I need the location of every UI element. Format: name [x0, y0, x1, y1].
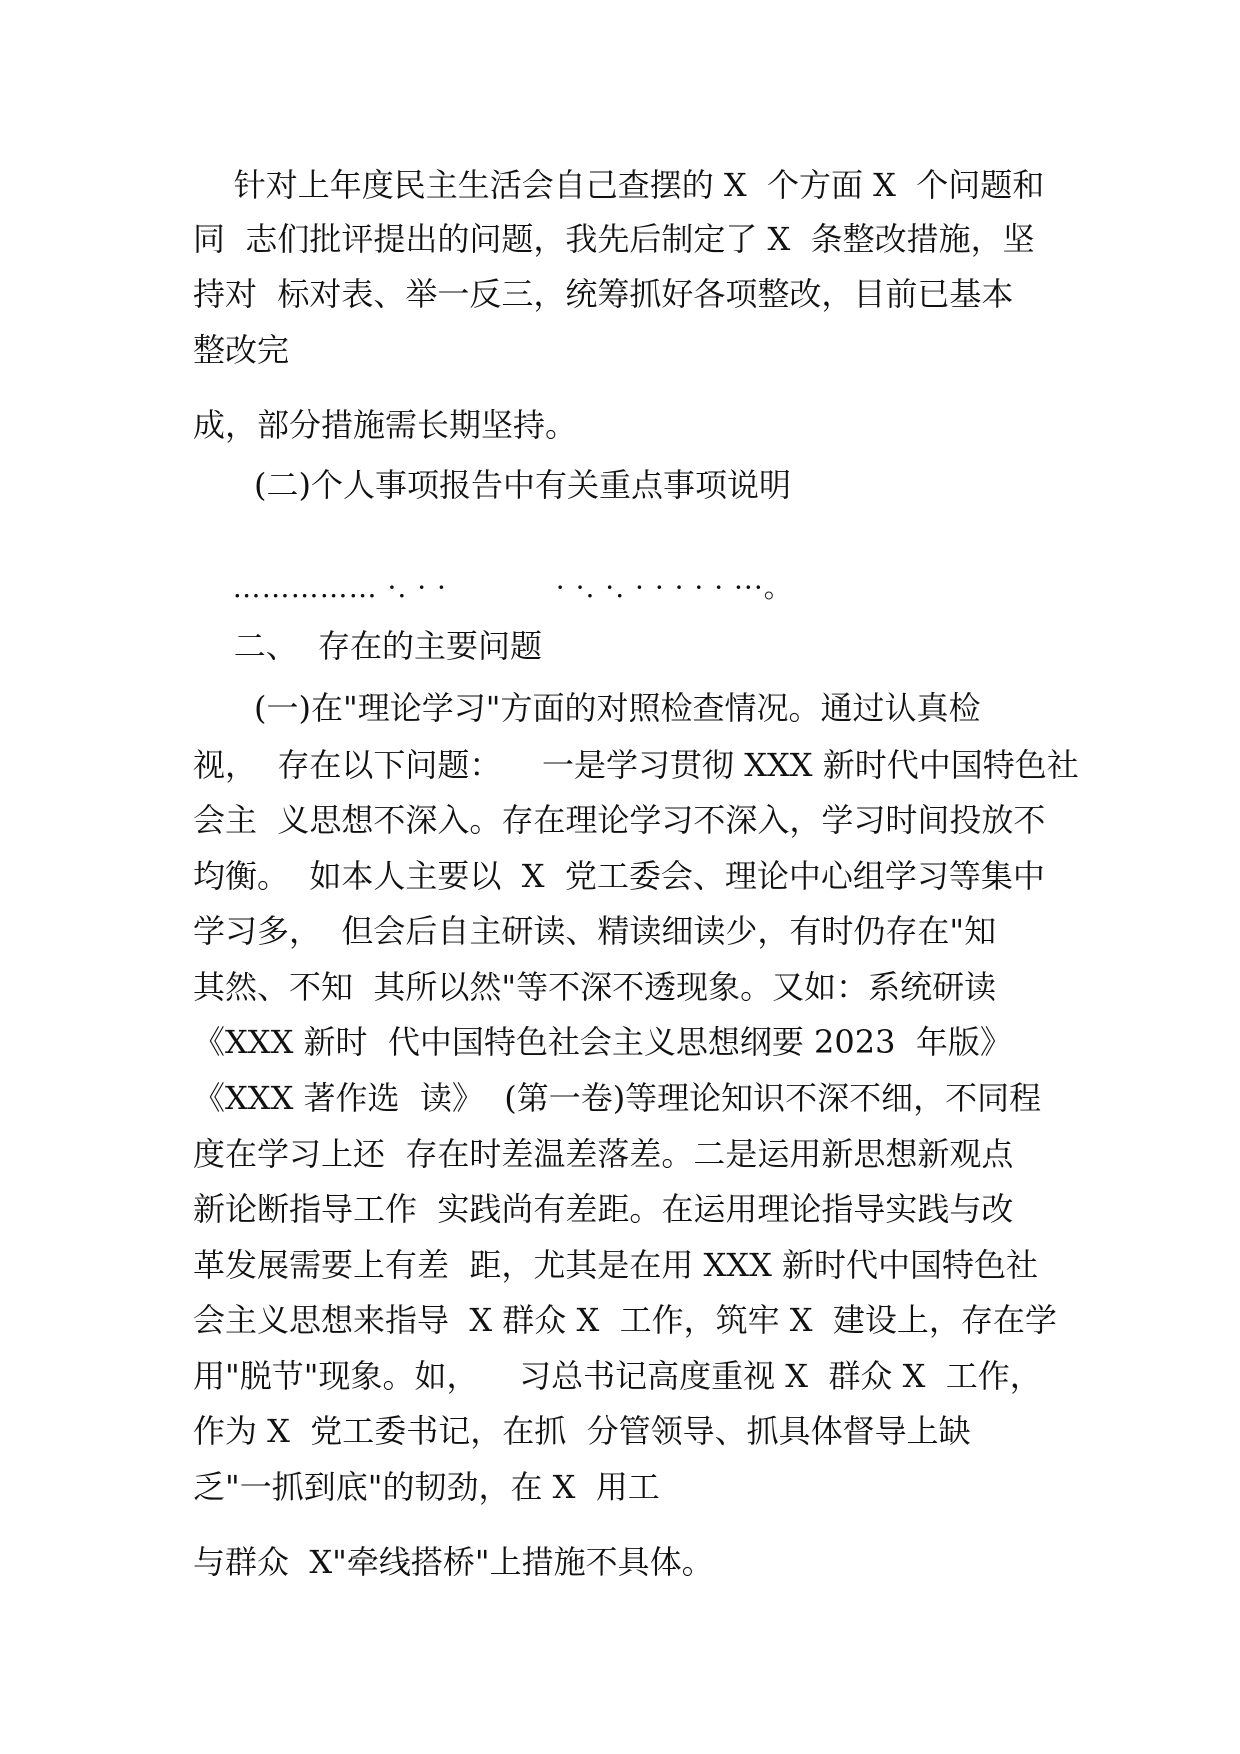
text-line: 视， 存在以下问题： 一是学习贯彻 XXX 新时代中国特色社 [193, 746, 1079, 784]
text-line: 度在学习上还 存在时差温差落差。二是运用新思想新观点 [193, 1135, 1014, 1173]
text-line: 《XXX 新时 代中国特色社会主义思想纲要 2023 年版》 [193, 1023, 1012, 1061]
text-line: 整改完 [193, 331, 290, 369]
text-line: 持对 标对表、举一反三，统筹抓好各项整改，目前已基本 [193, 275, 1014, 313]
text-line: 同 志们批评提出的问题，我先后制定了 X 条整改措施，坚 [193, 220, 1035, 258]
text-line: 均衡。 如本人主要以 X 党工委会、理论中心组学习等集中 [193, 857, 1045, 895]
section-heading: (二)个人事项报告中有关重点事项说明 [193, 466, 792, 504]
text-line: 作为 X 党工委书记，在抓 分管领导、抓具体督导上缺 [193, 1412, 971, 1450]
text-line: 革发展需要上有差 距，尤其是在用 XXX 新时代中国特色社 [193, 1246, 1039, 1284]
section-heading: 二、 存在的主要问题 [193, 627, 543, 665]
text-line: 与群众 X"牵线搭桥"上措施不具体。 [193, 1543, 714, 1581]
text-line: 学习多， 但会后自主研读、精读细读少，有时仍存在"知 [193, 912, 997, 950]
text-line: 会主义思想来指导 X 群众 X 工作，筑牢 X 建设上，存在学 [193, 1301, 1057, 1339]
text-line: 乏"一抓到底"的韧劲，在 X 用工 [193, 1468, 660, 1506]
dotted-leader: …………… ·. · · · ·. ·. · · · · · ···。 [193, 571, 793, 604]
text-line: 《XXX 著作选 读》 (第一卷)等理论知识不深不细，不同程 [193, 1079, 1042, 1117]
text-line: 新论断指导工作 实践尚有差距。在运用理论指导实践与改 [193, 1190, 1014, 1228]
text-line: 成，部分措施需长期坚持。 [193, 406, 578, 444]
text-line: (一)在"理论学习"方面的对照检查情况。通过认真检 [193, 689, 981, 727]
text-line: 针对上年度民主生活会自己查摆的 X 个方面 X 个问题和 [193, 166, 1045, 204]
text-line: 会主 义思想不深入。存在理论学习不深入，学习时间投放不 [193, 801, 1046, 839]
text-line: 其然、不知 其所以然"等不深不透现象。又如：系统研读 [193, 968, 997, 1006]
text-line: 用"脱节"现象。如， 习总书记高度重视 X 群众 X 工作， [193, 1357, 1042, 1395]
